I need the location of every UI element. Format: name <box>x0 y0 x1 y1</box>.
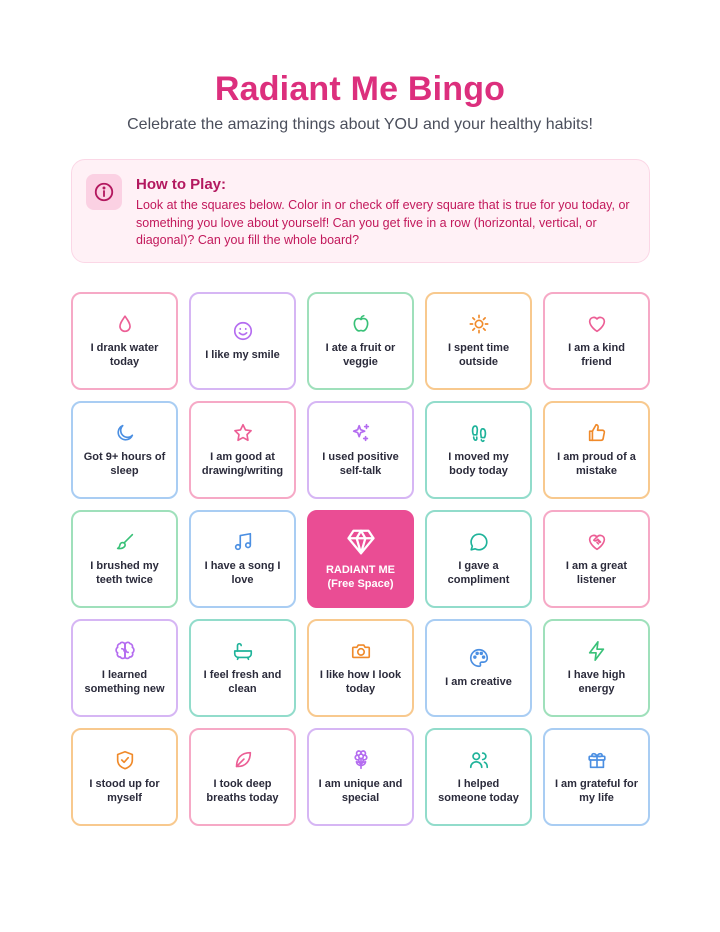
cell-label: I am unique and special <box>318 778 403 804</box>
free-space-cell[interactable] <box>307 510 414 608</box>
bingo-cell[interactable] <box>71 510 178 608</box>
shield-check-icon <box>114 749 136 777</box>
bingo-cell[interactable] <box>71 728 178 826</box>
cell-label: I helped someone today <box>438 778 519 804</box>
how-to-play-heading: How to Play: <box>136 176 227 193</box>
bingo-cell[interactable] <box>543 292 650 390</box>
sun-icon <box>468 313 490 341</box>
bingo-cell[interactable] <box>189 401 296 499</box>
bingo-cell[interactable] <box>71 619 178 717</box>
heart-icon <box>586 313 608 341</box>
gift-icon <box>586 749 608 777</box>
how-to-play-box <box>71 159 650 263</box>
info-icon <box>86 174 122 210</box>
bingo-cell[interactable] <box>189 728 296 826</box>
cell-label: I am grateful for my life <box>554 778 639 804</box>
bingo-cell[interactable] <box>543 728 650 826</box>
bingo-cell[interactable] <box>543 510 650 608</box>
cell-label: I have a song I love <box>204 560 281 586</box>
music-note-icon <box>232 531 254 559</box>
cell-label: I am proud of a mistake <box>557 451 636 477</box>
bingo-cell[interactable] <box>425 619 532 717</box>
cell-label: I moved my body today <box>448 451 509 477</box>
cell-label: I like how I look today <box>319 669 402 695</box>
sparkles-icon <box>350 422 372 450</box>
bingo-cell[interactable] <box>71 401 178 499</box>
bingo-cell[interactable] <box>543 401 650 499</box>
cell-label: I feel fresh and clean <box>203 669 282 695</box>
lightning-icon <box>586 640 608 668</box>
cell-label: I like my smile <box>205 349 280 361</box>
cell-label: I used positive self-talk <box>322 451 399 477</box>
bingo-cell[interactable] <box>71 292 178 390</box>
bingo-cell[interactable] <box>425 401 532 499</box>
cell-label: I gave a compliment <box>447 560 510 586</box>
cell-label: I am a great listener <box>565 560 628 586</box>
bingo-cell[interactable] <box>307 728 414 826</box>
smile-icon <box>232 320 254 348</box>
page-subtitle: Celebrate the amazing things about YOU and your healthy habits! <box>127 116 593 133</box>
cell-label: I ate a fruit or veggie <box>325 342 396 368</box>
apple-icon <box>350 313 372 341</box>
palette-icon <box>468 647 490 675</box>
users-icon <box>468 749 490 777</box>
cell-label: I am good at drawing/writing <box>201 451 284 477</box>
star-icon <box>232 422 254 450</box>
bingo-cell[interactable] <box>425 510 532 608</box>
bingo-cell[interactable] <box>189 292 296 390</box>
bingo-cell[interactable] <box>189 619 296 717</box>
bingo-cell[interactable] <box>425 728 532 826</box>
bingo-cell[interactable] <box>543 619 650 717</box>
speech-bubble-icon <box>468 531 490 559</box>
leaf-icon <box>232 749 254 777</box>
cell-label: I am creative <box>445 676 512 688</box>
cell-label: I took deep breaths today <box>206 778 279 804</box>
heart-handshake-icon <box>586 531 608 559</box>
cell-label: I drank water today <box>90 342 159 368</box>
cell-label: I have high energy <box>567 669 626 695</box>
gem-icon <box>346 527 376 563</box>
cell-label: I am a kind friend <box>568 342 625 368</box>
cell-label: I learned something new <box>84 669 165 695</box>
moon-icon <box>114 422 136 450</box>
brain-icon <box>114 640 136 668</box>
how-to-play-text: Look at the squares below. Color in or check off every square that is true for you today, or something you love about yourself! Can you get five in a row (horizontal, vertical, or diagonal)? Can you fill the whole board? <box>136 198 630 247</box>
cell-label: I stood up for myself <box>89 778 160 804</box>
brush-icon <box>114 531 136 559</box>
bingo-cell[interactable] <box>307 292 414 390</box>
cell-label: Got 9+ hours of sleep <box>83 451 166 477</box>
bingo-cell[interactable] <box>307 401 414 499</box>
thumbs-up-icon <box>586 422 608 450</box>
water-drop-icon <box>114 313 136 341</box>
bathtub-icon <box>232 640 254 668</box>
cell-label: RADIANT ME <box>325 564 396 576</box>
bingo-board <box>71 292 650 826</box>
bingo-cell[interactable] <box>425 292 532 390</box>
free-space-sublabel: (Free Space) <box>327 578 394 590</box>
camera-icon <box>350 640 372 668</box>
flower-icon <box>350 749 372 777</box>
footprints-icon <box>468 422 490 450</box>
bingo-cell[interactable] <box>189 510 296 608</box>
bingo-cell[interactable] <box>307 619 414 717</box>
cell-label: I spent time outside <box>447 342 510 368</box>
page-title: Radiant Me Bingo <box>214 70 506 108</box>
cell-label: I brushed my teeth twice <box>90 560 159 586</box>
